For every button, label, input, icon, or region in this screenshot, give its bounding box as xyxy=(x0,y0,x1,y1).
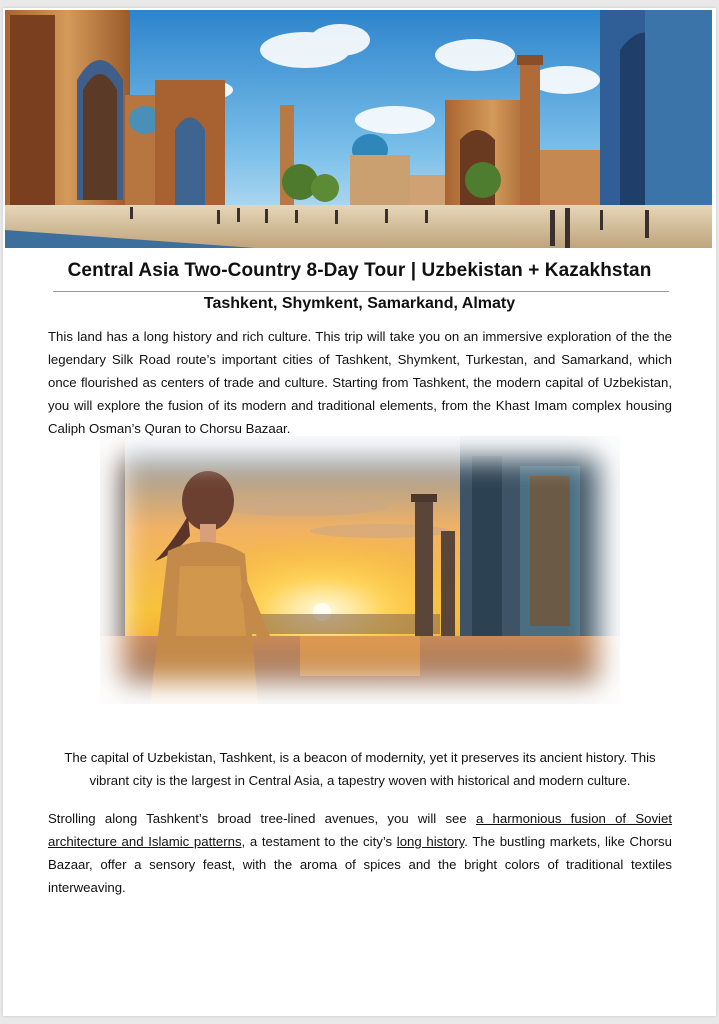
soviet-islamic-fusion-link: a harmonious fusion of Soviet architecture and Islamic patterns xyxy=(48,811,672,849)
intro-paragraph: This land has a long history and rich culture. This trip will take you on an immersive exploration of the the legendary Silk Road route’s important cities of Tashkent, Shymkent, Turkestan, and Samarkand, which once flourished as centers of trade and culture. Starting from Tashkent, the modern capital of Uzbekistan, you will explore the fusion of its modern and traditional elements, from the Khast Imam complex housing Caliph Osman’s Quran to Chorsu Bazaar. xyxy=(48,329,672,436)
registan-hero-image xyxy=(5,10,712,248)
sunset-woman-photo xyxy=(100,436,620,704)
strolling-paragraph xyxy=(48,807,672,899)
page-title: Central Asia Two-Country 8-Day Tour | Uzbekistan + Kazakhstan xyxy=(67,260,652,281)
page-subtitle: Tashkent, Shymkent, Samarkand, Almaty xyxy=(203,295,516,312)
capital-paragraph: The capital of Uzbekistan, Tashkent, is a beacon of modernity, yet it preserves its ancient history. This vibrant city is the largest in Central Asia, a tapestry woven with historical and modern culture. xyxy=(64,750,656,788)
strolling-text-2: , a testament to the city’s xyxy=(241,834,397,849)
strolling-text-1: Strolling along Tashkent’s broad tree-lined avenues, you will see xyxy=(48,811,476,826)
title-divider xyxy=(53,291,669,292)
strolling-text-3: . The bustling markets, like Chorsu Bazaar, offer a sensory feast, with the aroma of spices and the bright colors of traditional textiles interweaving. xyxy=(48,834,672,895)
long-history-link: long history xyxy=(396,834,465,849)
document-page xyxy=(3,8,716,1016)
